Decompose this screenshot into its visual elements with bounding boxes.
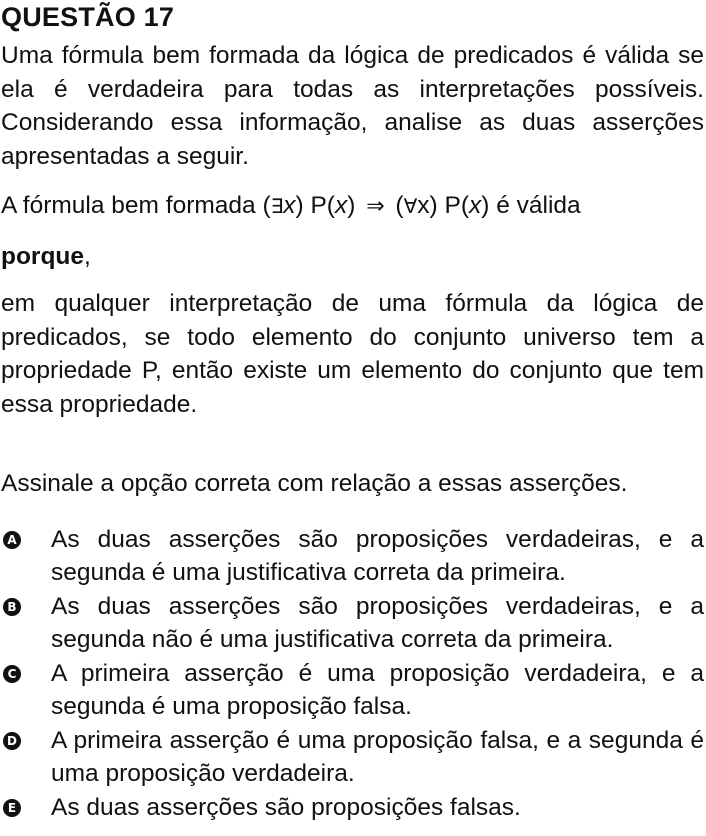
question-instruction: Assinale a opção correta com relação a essas asserções. — [1, 470, 628, 497]
option-letter-badge: E — [3, 799, 21, 817]
forall-symbol: ∀ — [403, 194, 418, 218]
option-text: As duas asserções são proposições verdadeiras, e a segunda é uma justificativa correta da primeira. — [51, 525, 704, 586]
question-intro: Uma fórmula bem formada da lógica de predicados é válida se ela é verdadeira para todas as interpretações possíveis. Considerando essa informação, analise as duas asserções apresentadas a seguir. — [1, 42, 704, 170]
option-d[interactable] — [1, 724, 704, 791]
assertion-formula — [1, 189, 704, 224]
connector-punct: , — [84, 242, 91, 270]
option-text: As duas asserções são proposições verdadeiras, e a segunda não é uma justificativa correta da primeira. — [51, 592, 704, 653]
option-a[interactable] — [1, 523, 704, 590]
option-text: A primeira asserção é uma proposição verdadeira, e a segunda é uma proposição falsa. — [51, 659, 704, 720]
formula-text: ) P( — [295, 192, 335, 219]
formula-var: x — [283, 192, 296, 219]
exists-symbol: ∃ — [270, 194, 284, 218]
connector — [1, 240, 704, 274]
option-text: As duas asserções são proposições falsas. — [51, 793, 521, 821]
option-letter-badge: A — [3, 531, 21, 549]
formula-var: x — [469, 192, 482, 219]
option-b[interactable] — [1, 590, 704, 657]
option-letter-badge: B — [3, 598, 21, 616]
question-title: QUESTÃO 17 — [1, 2, 175, 32]
connector-word: porque — [1, 242, 85, 270]
formula-suffix: ) é válida — [481, 192, 581, 219]
option-c[interactable] — [1, 657, 704, 724]
formula-text: ) — [347, 192, 363, 219]
option-letter-badge: D — [3, 732, 21, 750]
assertion-reason: em qualquer interpretação de uma fórmula da lógica de predicados, se todo elemento do conjunto universo tem a propriedade P, então existe um elemento do conjunto que tem essa propriedade. — [1, 290, 704, 418]
implies-symbol: ⇒ — [366, 194, 385, 219]
formula-var: x — [334, 192, 348, 219]
formula-var: x — [417, 192, 430, 219]
answer-options — [1, 523, 704, 825]
formula-text: ( — [388, 192, 404, 219]
formula-prefix: A fórmula bem formada ( — [1, 192, 271, 219]
option-letter-badge: C — [3, 665, 21, 683]
option-e[interactable] — [1, 791, 704, 825]
option-text: A primeira asserção é uma proposição falsa, e a segunda é uma proposição verdadeira. — [51, 726, 704, 787]
formula-text: ) P( — [429, 192, 469, 219]
